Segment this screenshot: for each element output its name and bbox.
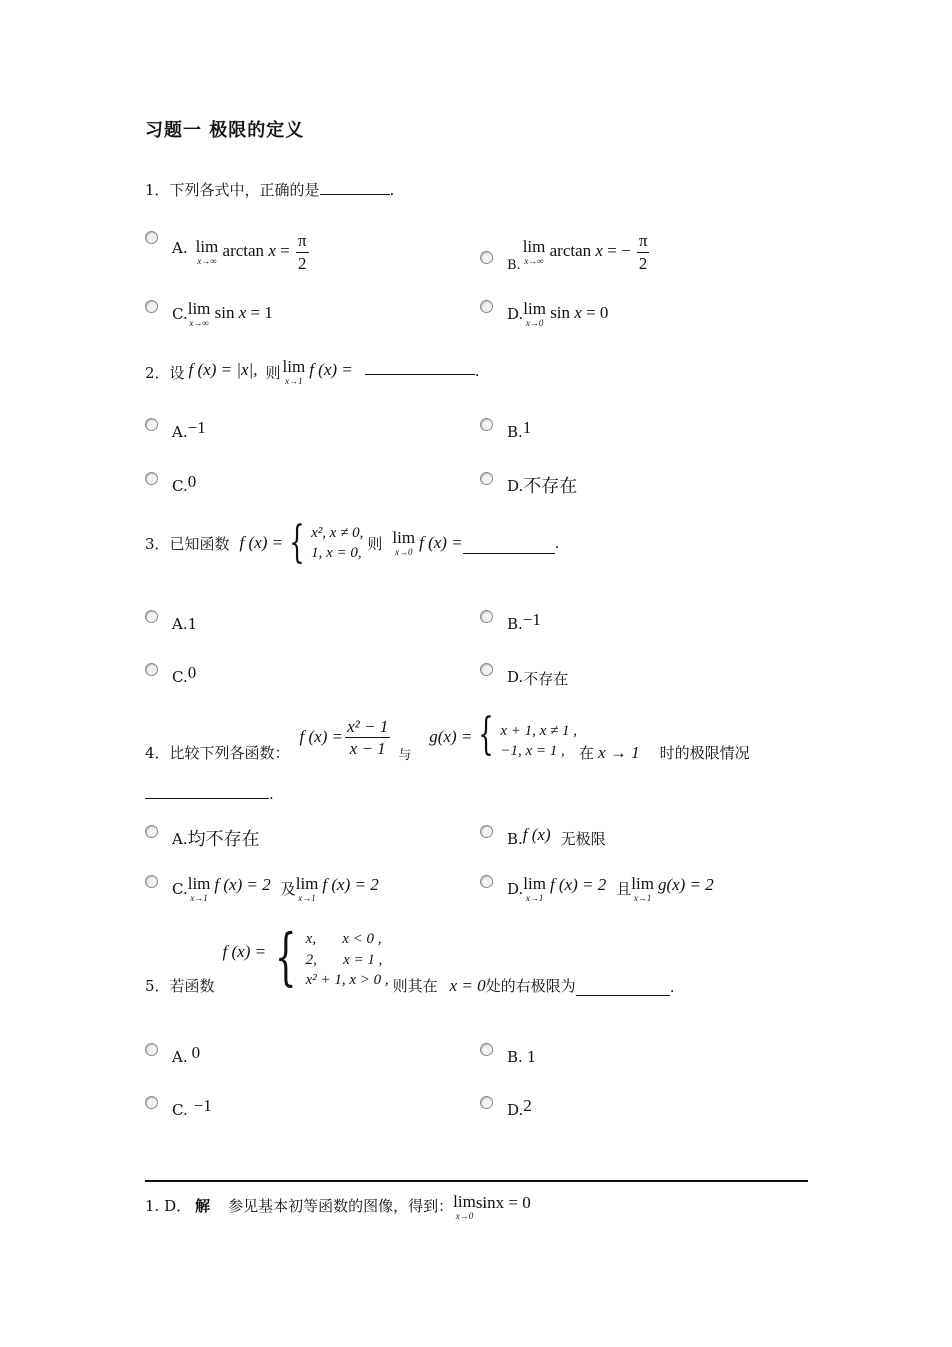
question-1-stem: 1．下列各式中，正确的是 . xyxy=(145,181,395,199)
radio-button[interactable] xyxy=(145,875,158,888)
radio-button[interactable] xyxy=(480,1096,493,1109)
fraction: $\frac{\pi}{2}$ xyxy=(297,231,307,273)
fraction: $\frac{\pi}{2}$ xyxy=(638,231,648,273)
radio-button[interactable] xyxy=(145,1043,158,1056)
radio-button[interactable] xyxy=(480,825,493,838)
answer-blank xyxy=(145,784,269,799)
question-4-blank: . xyxy=(145,784,274,803)
left-brace: { xyxy=(478,709,495,760)
radio-button[interactable] xyxy=(145,663,158,676)
left-brace: { xyxy=(274,920,297,993)
q2-option-a[interactable]: A. −1 xyxy=(145,418,206,441)
radio-button[interactable] xyxy=(480,1043,493,1056)
q3-option-c[interactable]: C. 0 xyxy=(145,663,196,686)
question-5-stem: 5．若函数 f (x) = { x, x < 0 , 2, x = 1 , x² + 1, x > 0 , 则其在 x = 0 处的右极限为 . xyxy=(145,920,675,996)
q5-option-c[interactable]: C. −1 xyxy=(145,1096,212,1119)
q4-option-b[interactable]: B. f (x) 无极限 xyxy=(480,825,606,849)
q2-option-c[interactable]: C. 0 xyxy=(145,472,196,495)
q1-option-b[interactable]: B. lim x→∞ arctan x = − $\frac{\pi}{2}$ xyxy=(480,231,651,273)
piecewise-cases: x, x < 0 , 2, x = 1 , x² + 1, x > 0 , xyxy=(305,931,389,988)
question-2-stem: 2．设 f (x) = |x|, 则 lim x→1 f (x) = . xyxy=(145,357,480,386)
q3-option-b[interactable]: B. −1 xyxy=(480,610,541,633)
radio-button[interactable] xyxy=(145,825,158,838)
q1-option-a[interactable]: A. lim x→∞ arctan x = $\frac{\pi}{2}$ xyxy=(145,231,311,273)
q5-option-d[interactable]: D. 2 xyxy=(480,1096,532,1119)
q3-option-d[interactable]: D. 不存在 xyxy=(480,663,568,689)
radio-button[interactable] xyxy=(480,875,493,888)
radio-button[interactable] xyxy=(145,472,158,485)
radio-button[interactable] xyxy=(145,418,158,431)
radio-button[interactable] xyxy=(145,1096,158,1109)
left-brace: { xyxy=(289,517,305,568)
q1-option-d[interactable]: D. lim x→0 sin x = 0 xyxy=(480,300,608,328)
fraction: $\frac{\text{x² − 1}}{x - 1}$ xyxy=(347,716,389,759)
answer-blank xyxy=(576,981,670,996)
q2-option-d[interactable]: D. 不存在 xyxy=(480,472,577,498)
radio-button[interactable] xyxy=(145,610,158,623)
piecewise-cases: x + 1, x ≠ 1 , −1, x = 1 , xyxy=(500,722,578,759)
q5-option-b[interactable]: B. 1 xyxy=(480,1043,536,1066)
section-divider xyxy=(145,1180,808,1182)
radio-button[interactable] xyxy=(480,300,493,313)
q1-option-c[interactable]: C. lim x→∞ sin x = 1 xyxy=(145,300,273,328)
answer-1: 1. D． 解 参见基本初等函数的图像，得到： lim x→0 sinx = 0 xyxy=(145,1192,531,1221)
page-title: 习题一 极限的定义 xyxy=(145,120,305,141)
radio-button[interactable] xyxy=(480,472,493,485)
radio-button[interactable] xyxy=(145,300,158,313)
q2-option-b[interactable]: B. 1 xyxy=(480,418,531,441)
radio-button[interactable] xyxy=(145,231,158,244)
q4-option-c[interactable]: C. lim x→1 f (x) = 2 及 lim x→1 f (x) = 2 xyxy=(145,875,379,903)
q3-option-a[interactable]: A. 1 xyxy=(145,610,197,633)
radio-button[interactable] xyxy=(480,251,493,264)
radio-button[interactable] xyxy=(480,418,493,431)
radio-button[interactable] xyxy=(480,663,493,676)
answer-blank xyxy=(320,180,390,195)
answer-blank xyxy=(463,539,555,554)
question-4-stem: 4．比较下列各函数： f (x) = $\frac{\text{x² − 1}}{x - 1}$ 与 g(x) = { x + 1, x ≠ 1 , −1, x = 1 , 在 x → 1 时的极限情况 xyxy=(145,709,750,763)
answer-blank xyxy=(365,360,475,375)
radio-button[interactable] xyxy=(480,610,493,623)
q4-option-a[interactable]: A. 均不存在 xyxy=(145,825,260,851)
q5-option-a[interactable]: A. 0 xyxy=(145,1043,200,1066)
question-3-stem: 3．已知函数 f (x) = { x², x ≠ 0, 1, x = 0, 则 lim x→0 f (x) = . xyxy=(145,517,560,568)
q4-option-d[interactable]: D. lim x→1 f (x) = 2 且 lim x→1 g(x) = 2 xyxy=(480,875,714,903)
piecewise-cases: x², x ≠ 0, 1, x = 0, xyxy=(311,524,364,561)
